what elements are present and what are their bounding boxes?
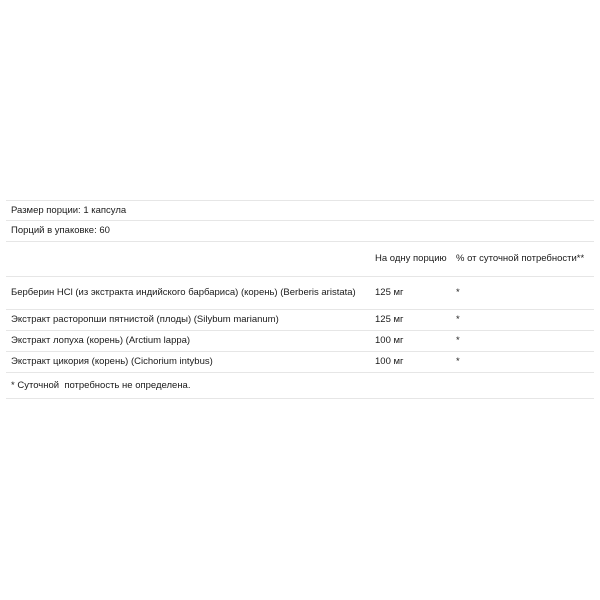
- ingredient-daily-value: *: [456, 356, 460, 367]
- ingredient-daily-value: *: [456, 287, 460, 298]
- ingredient-amount: 100 мг: [375, 356, 404, 367]
- ingredient-row: [6, 331, 594, 352]
- ingredient-amount: 125 мг: [375, 314, 404, 325]
- table-header-row: [6, 242, 594, 277]
- ingredient-name: Берберин HCl (из экстракта индийского барбариса) (корень) (Berberis aristata): [11, 287, 356, 298]
- ingredient-amount: 100 мг: [375, 335, 404, 346]
- serving-size-row: [6, 200, 594, 221]
- supplement-facts-table: [6, 200, 594, 399]
- ingredient-row: [6, 277, 594, 310]
- servings-per-container-text: Порций в упаковке: 60: [11, 225, 110, 236]
- ingredient-name: Экстракт лопуха (корень) (Arctium lappa): [11, 335, 191, 346]
- footnote-row: [6, 373, 594, 399]
- ingredient-daily-value: *: [456, 314, 460, 325]
- footnote-text: * Суточной потребность не определена.: [11, 379, 191, 391]
- ingredient-row: [6, 352, 594, 373]
- ingredient-amount: 125 мг: [375, 287, 404, 298]
- servings-per-container-row: [6, 221, 594, 242]
- daily-value-column-header: % от суточной потребности**: [456, 253, 585, 264]
- ingredient-name: Экстракт расторопши пятнистой (плоды) (Silybum marianum): [11, 314, 279, 325]
- serving-size-text: Размер порции: 1 капсула: [11, 204, 127, 216]
- amount-column-header: На одну порцию: [375, 253, 447, 264]
- ingredient-row: [6, 310, 594, 331]
- ingredient-name: Экстракт цикория (корень) (Cichorium intybus): [11, 356, 213, 367]
- ingredient-daily-value: *: [456, 335, 460, 346]
